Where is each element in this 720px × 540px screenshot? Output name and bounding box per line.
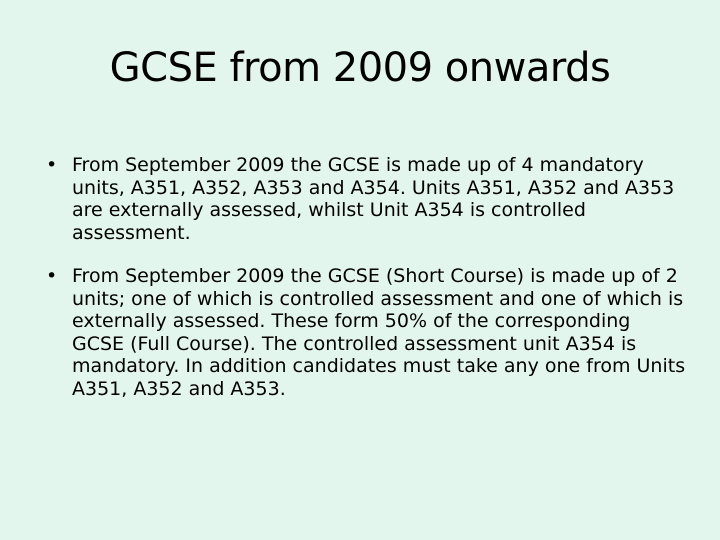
bullet-list bbox=[46, 154, 686, 421]
bullet-text: From September 2009 the GCSE is made up of 4 mandatory units, A351, A352, A353 and A354. Units A351, A352 and A353 are externally assessed, whilst Unit A354 is controlled assessment. bbox=[72, 154, 675, 244]
bullet-point-icon: • bbox=[46, 154, 58, 176]
bullet-item bbox=[46, 265, 686, 400]
slide-title: GCSE from 2009 onwards bbox=[109, 45, 611, 91]
bullet-item bbox=[46, 154, 686, 244]
bullet-point-icon: • bbox=[46, 265, 58, 287]
bullet-text: From September 2009 the GCSE (Short Course) is made up of 2 units; one of which is controlled assessment and one of which is externally assessed. These form 50% of the corresponding GCSE (Full Course). The controlled assessment unit A354 is mandatory. In addition candidates must take any one from Units A351, A352 and A353. bbox=[72, 265, 686, 400]
